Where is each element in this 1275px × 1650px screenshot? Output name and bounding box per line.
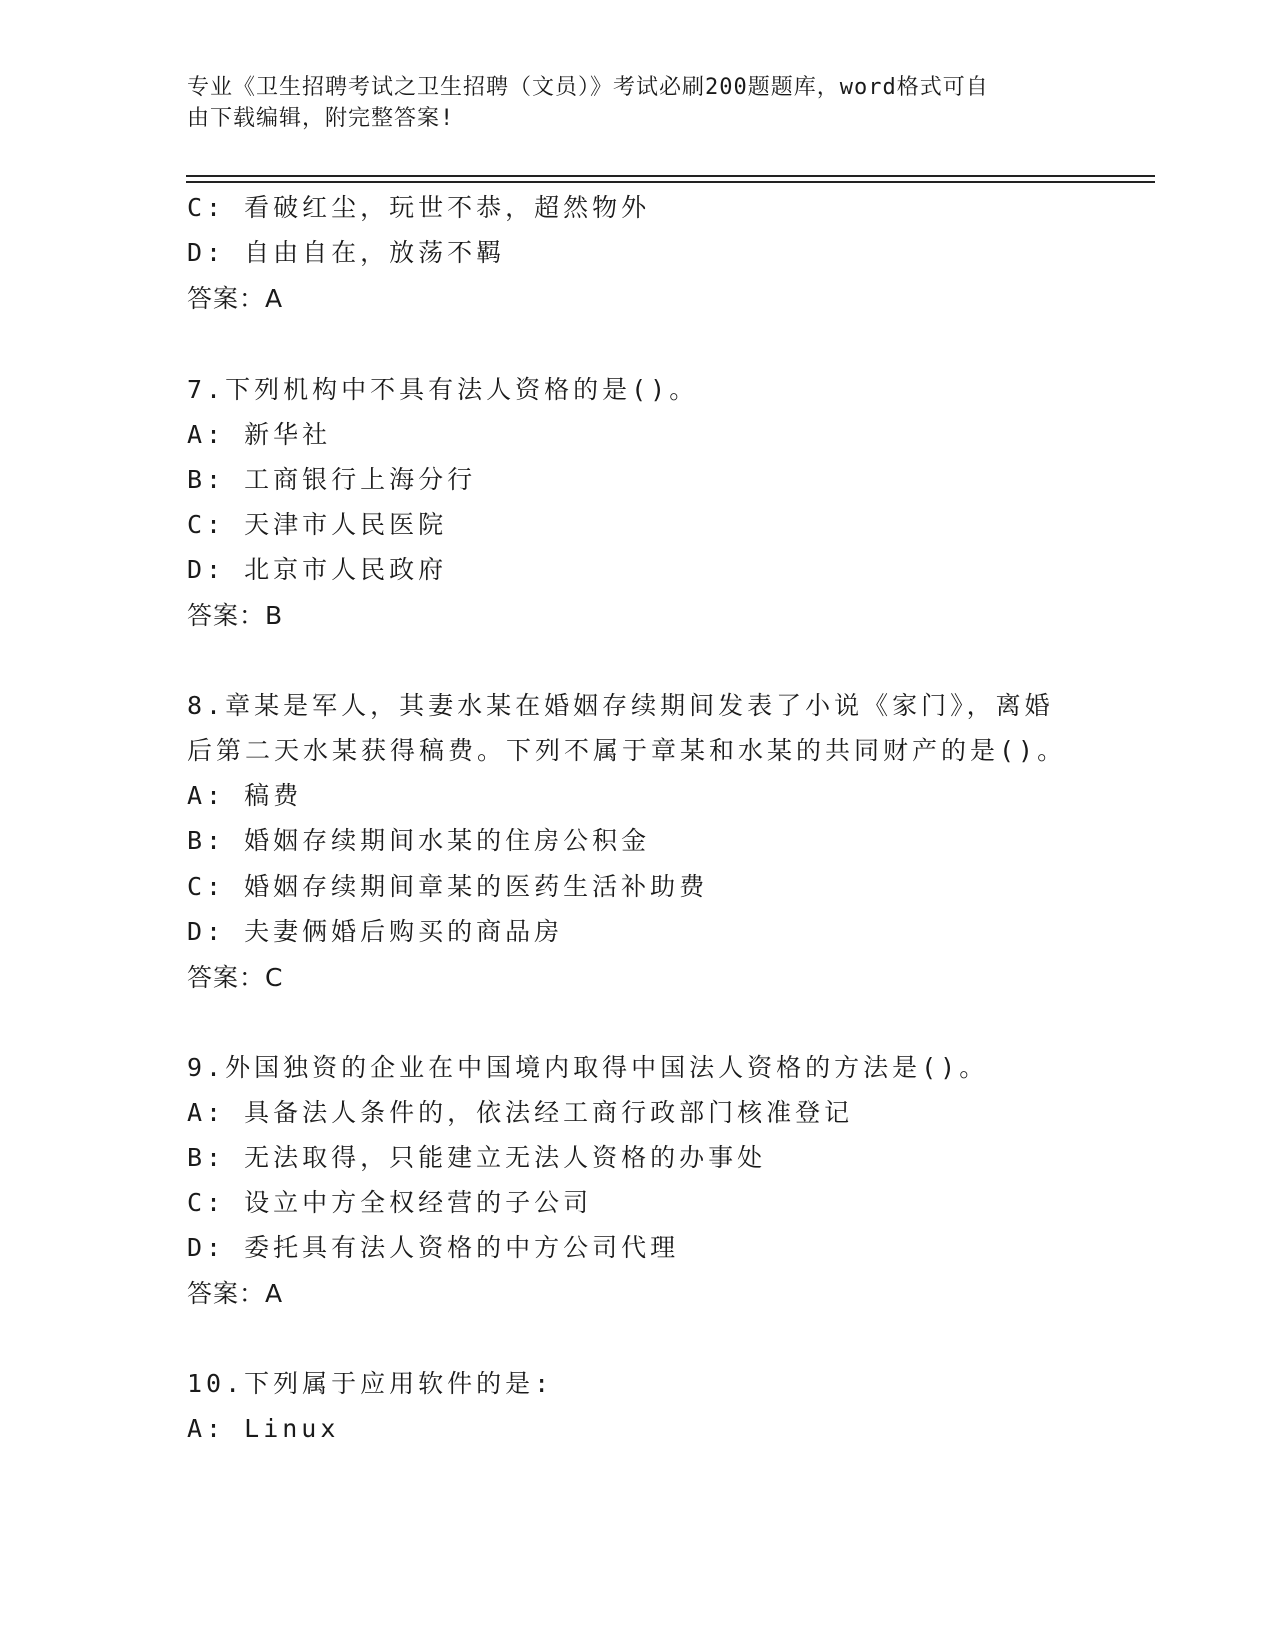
q8-option-a: A: 稿费 <box>187 781 303 810</box>
header-line-1: 专业《卫生招聘考试之卫生招聘（文员）》考试必刷200题题库，word格式可自 <box>187 75 989 100</box>
q9-option-b: B: 无法取得，只能建立无法人资格的办事处 <box>187 1143 767 1172</box>
q9-answer: 答案：A <box>187 1279 284 1308</box>
q7-option-c: C: 天津市人民医院 <box>187 510 448 539</box>
q8-answer: 答案：C <box>187 963 284 992</box>
q7-option-b: B: 工商银行上海分行 <box>187 465 477 494</box>
q9-stem: 9.外国独资的企业在中国境内取得中国法人资格的方法是()。 <box>187 1053 989 1082</box>
q7-stem: 7.下列机构中不具有法人资格的是()。 <box>187 375 699 404</box>
q7-answer: 答案：B <box>187 601 284 630</box>
q10-stem: 10.下列属于应用软件的是: <box>187 1369 554 1398</box>
q8-option-c: C: 婚姻存续期间章某的医药生活补助费 <box>187 872 709 901</box>
q7-option-d: D: 北京市人民政府 <box>187 555 448 584</box>
header-line-2: 由下载编辑，附完整答案! <box>187 106 455 131</box>
q8-option-d: D: 夫妻俩婚后购买的商品房 <box>187 917 564 946</box>
document-header <box>187 72 1067 134</box>
q9-option-a: A: 具备法人条件的，依法经工商行政部门核准登记 <box>187 1098 854 1127</box>
q6-option-d: D: 自由自在，放荡不羁 <box>187 238 506 267</box>
q9-option-c: C: 设立中方全权经营的子公司 <box>187 1188 593 1217</box>
q6-answer: 答案：A <box>187 284 284 313</box>
header-divider-top <box>186 175 1155 177</box>
header-divider-bottom <box>186 181 1155 183</box>
q6-option-c: C: 看破红尘，玩世不恭，超然物外 <box>187 193 651 222</box>
q8-stem-line-2: 后第二天水某获得稿费。下列不属于章某和水某的共同财产的是()。 <box>187 736 1067 765</box>
q9-option-d: D: 委托具有法人资格的中方公司代理 <box>187 1233 680 1262</box>
q7-option-a: A: 新华社 <box>187 420 332 449</box>
q8-option-b: B: 婚姻存续期间水某的住房公积金 <box>187 826 651 855</box>
q8-stem-line-1: 8.章某是军人，其妻水某在婚姻存续期间发表了小说《家门》，离婚 <box>187 691 1054 720</box>
q10-option-a: A: Linux <box>187 1414 340 1443</box>
